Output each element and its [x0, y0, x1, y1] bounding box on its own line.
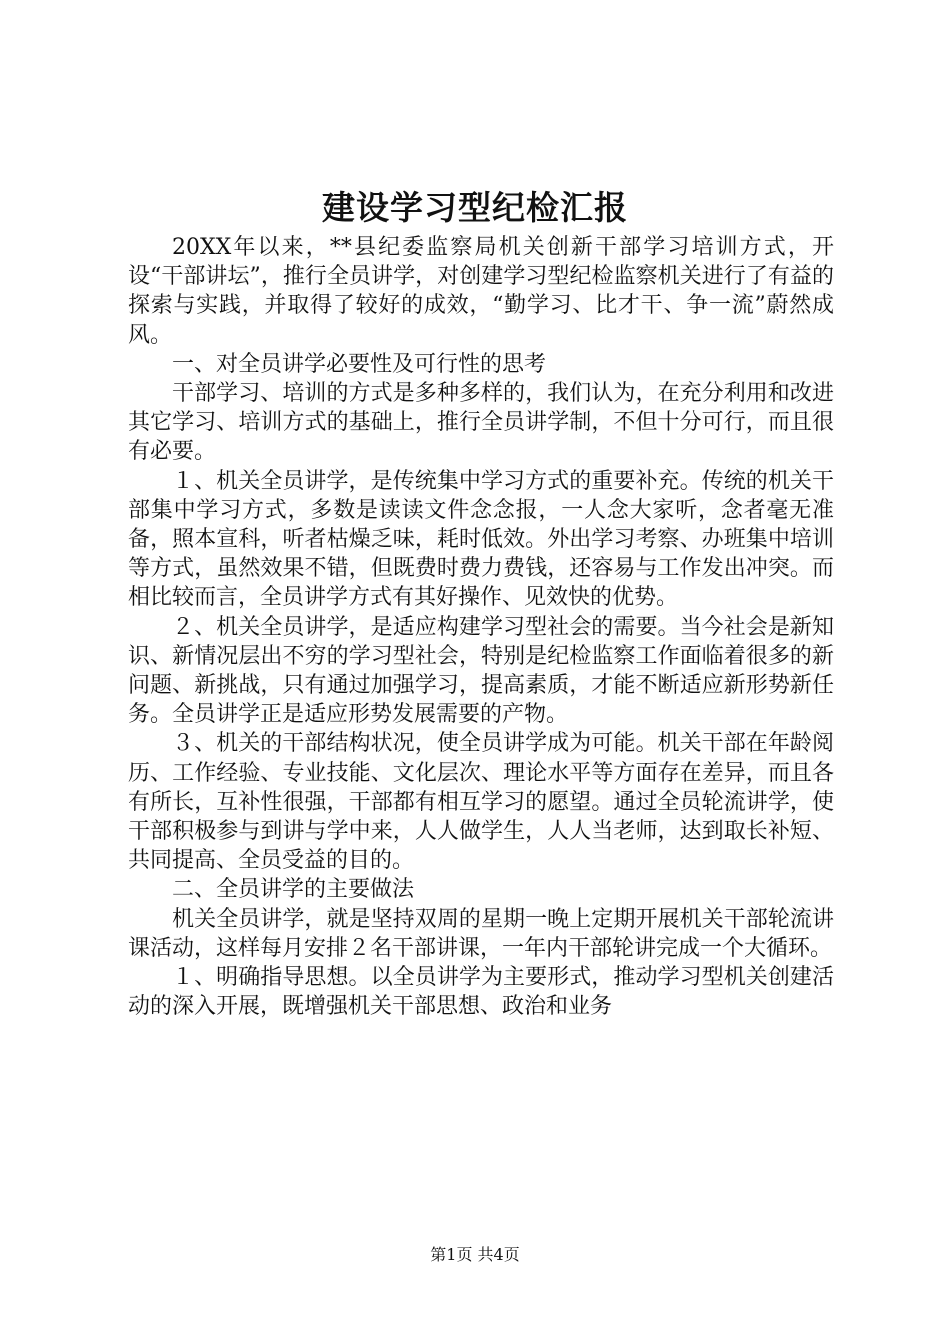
paragraph-practice: 机关全员讲学，就是坚持双周的星期一晚上定期开展机关干部轮流讲课活动，这样每月安排２名干部讲课，一年内干部轮讲完成一个大循环。 [128, 906, 834, 961]
paragraph-practice-1: １、明确指导思想。以全员讲学为主要形式，推动学习型机关创建活动的深入开展，既增强机关干部思想、政治和业务 [128, 965, 834, 1020]
document-title: 建设学习型纪检汇报 [322, 188, 628, 227]
section-heading-2: 二、全员讲学的主要做法 [172, 877, 415, 903]
section-heading-1: 一、对全员讲学必要性及可行性的思考 [172, 351, 547, 377]
document-body [128, 233, 834, 1021]
paragraph-point-2: ２、机关全员讲学，是适应构建学习型社会的需要。当今社会是新知识、新情况层出不穷的学习型社会，特别是纪检监察工作面临着很多的新问题、新挑战，只有通过加强学习，提高素质，才能不断适应新形势新任务。全员讲学正是适应形势发展需要的产物。 [128, 614, 834, 728]
paragraph-point-1: １、机关全员讲学，是传统集中学习方式的重要补充。传统的机关干部集中学习方式，多数是读读文件念念报，一人念大家听，念者毫无准备，照本宣科，听者枯燥乏味，耗时低效。外出学习考察、办班集中培训等方式，虽然效果不错，但既费时费力费钱，还容易与工作发出冲突。而相比较而言，全员讲学方式有其好操作、见效快的优势。 [128, 468, 834, 611]
paragraph-thinking: 干部学习、培训的方式是多种多样的，我们认为，在充分利用和改进其它学习、培训方式的基础上，推行全员讲学制，不但十分可行，而且很有必要。 [128, 381, 834, 465]
paragraph-intro: 20XX年以来，**县纪委监察局机关创新干部学习培训方式，开设“干部讲坛”，推行全员讲学，对创建学习型纪检监察机关进行了有益的探索与实践，并取得了较好的成效，“勤学习、比才干、争一流”蔚然成风。 [128, 235, 834, 348]
paragraph-point-3: ３、机关的干部结构状况，使全员讲学成为可能。机关干部在年龄阅历、工作经验、专业技能、文化层次、理论水平等方面存在差异，而且各有所长，互补性很强，干部都有相互学习的愿望。通过全员轮流讲学，使干部积极参与到讲与学中来，人人做学生，人人当老师，达到取长补短、共同提高、全员受益的目的。 [128, 731, 834, 874]
page-footer: 第1页 共4页 [430, 1245, 520, 1264]
